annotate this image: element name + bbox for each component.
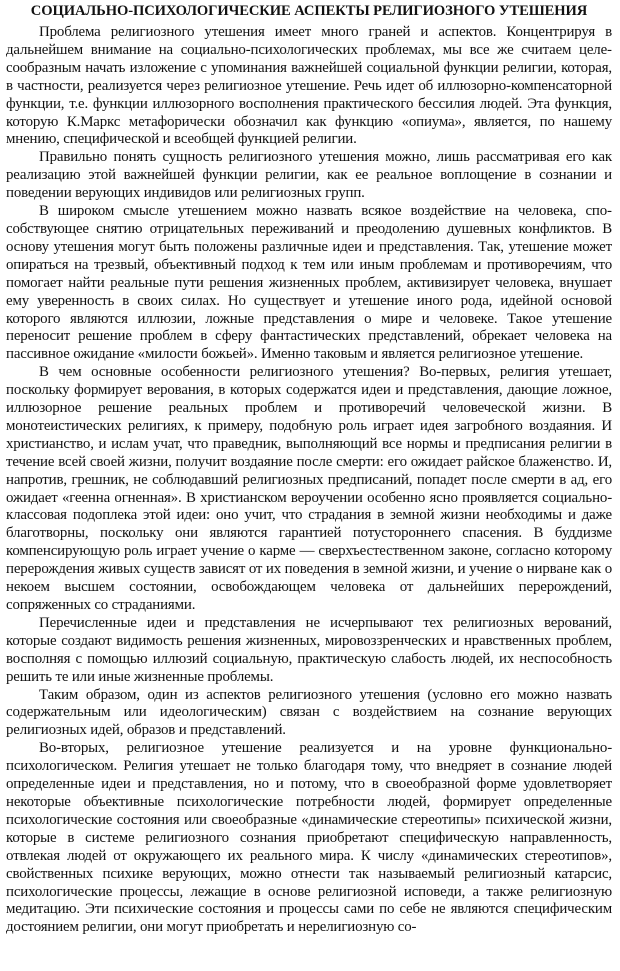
paragraph-6: Таким образом, один из аспектов религиозного утешения (условно его можно назвать содержательным или идеологическим) связан с воздействием на сознание верующих религиозных идей, образов и представлений. bbox=[6, 686, 612, 739]
paragraph-4: В чем основные особенности религиозного утешения? Во-первых, религия утешает, поскольку формирует верования, в которых содержатся идеи и представления, дающие ложное, иллюзорное решение реальных проблем и противоречий человеческой жизни. В монотеистических религиях, к примеру, подобную роль играет идея загробного воздаяния. И христианство, и ислам учат, что праведник, выполняющий все нормы и предписания религии в течение всей своей жизни, получит воздаяние после смерти: его ожидает райское блаженство. И, напротив, грешник, не соблюдавший религиозных предписаний, попадет после смерти в ад, его ожидает «геенна огненная». В христианском вероучении особенно ясно проявляется социально-классовая подоплека этой идеи: оно учит, что страдания в земной жизни необходимы и даже благотворны, поскольку они являются гарантией потустороннего спасения. В буддизме компенсирующую роль играет учение о карме — сверхъестественном законе, согласно которому перерождения живых существ зависят от их поведения в земной жизни, и учение о нирване как о некоем высшем состоянии, освобождающем человека от дальнейших перерождений, сопряженных со страданиями. bbox=[6, 364, 612, 613]
paragraph-3: В широком смысле утешением можно назвать всякое воздействие на человека, способствующее снятию отрицательных переживаний и преодолению душевных конфликтов. В основу утешения могут быть положены различные идеи и представления. Так, утешение может опираться на трезвый, объективный подход к тем или иным проблемам и противоречиям, что помогает найти реальные пути решения жизненных проблем, активизирует человека, внушает ему уверенность в своих силах. Но существует и утешение иного рода, идейной основой которого являются иллюзии, ложные представления о мире и человеке. Такое утешение переносит решение проблем в сферу фантастических представлений, обрекает человека на пассивное ожидание «милости божьей». Именно таковым и является религиозное утешение. bbox=[6, 203, 612, 363]
paragraph-5: Перечисленные идеи и представления не исчерпывают тех религиозных верований, которые создают видимость решения жизненных, мировоззренческих и нравственных проблем, восполняя с помощью иллюзий социальную, практическую слабость людей, их неспособность решить те или иные жизненные проблемы. bbox=[6, 614, 612, 685]
document-title: СОЦИАЛЬНО-ПСИХОЛОГИЧЕСКИЕ АСПЕКТЫ РЕЛИГИОЗНОГО УТЕШЕНИЯ bbox=[30, 3, 588, 19]
paragraph-2: Правильно понять сущность религиозного утешения можно, лишь рассматривая его как реализацию этой важнейшей функции религии, как ее реальное воплощение в сознании и поведении верующих индивидов или религиозных групп. bbox=[6, 149, 612, 202]
paragraph-1: Проблема религиозного утешения имеет много граней и аспектов. Концентрируя в дальнейшем внимание на социально-психологических проблемах, мы все же считаем целесообразным начать изложение с упоминания важнейшей социальной функции религии, которая, в частности, реализуется через религиозное утешение. Речь идет об иллюзорно-компенсаторной функции, т.е. функции иллюзорного восполнения практического бессилия людей. Эта функция, которую К.Маркс метафорически обозначил как функцию «опиума», является, по нашему мнению, специфической и всеобщей функцией религии. bbox=[6, 24, 612, 148]
paragraph-7: Во-вторых, религиозное утешение реализуется и на уровне функционально-психологическом. Религия утешает не только благодаря тому, что внедряет в сознание людей определенные идеи и представления, но и потому, что в своеобразной форме удовлетворяет некоторые объективные психологические потребности людей, формирует определенные психологические состояния или своеобразные «динамические стереотипы» психической жизни, которые в системе религиозного сознания приобретают специфическую направленность, отвлекая людей от окружающего их реального мира. К числу «динамических стереотипов», свойственных психике верующих, можно отнести так называемый религиозный катарсис, психологические процессы, лежащие в основе религиозной исповеди, а также религиозную медитацию. Эти психические состояния и процессы сами по себе не являются специфическим достоянием религии, они могут приобретать и нерелигиозную со- bbox=[6, 740, 612, 936]
